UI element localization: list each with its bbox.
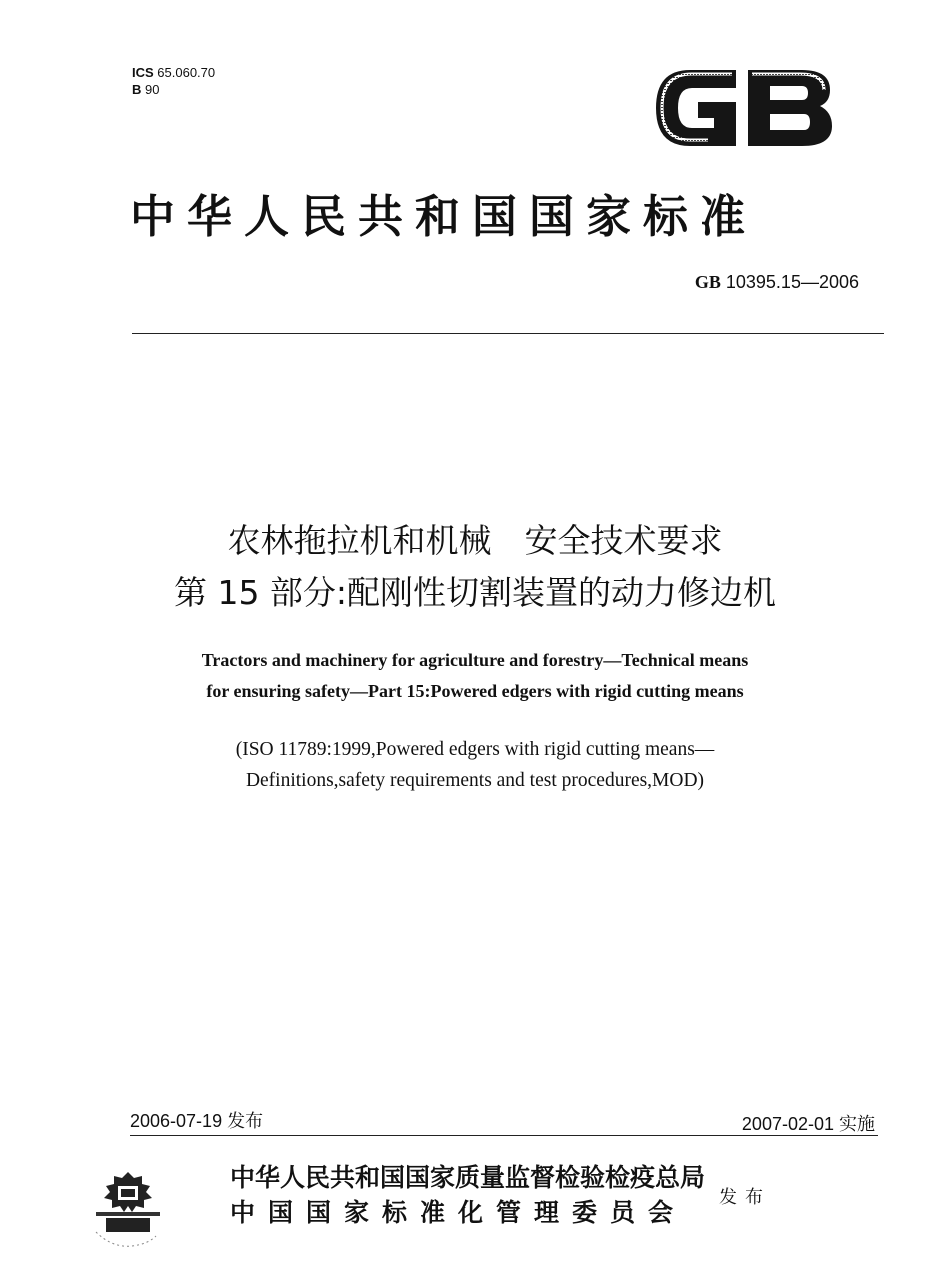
english-title-line-2: for ensuring safety—Part 15:Powered edgers with rigid cutting means [206,681,744,701]
implementation-date: 2007-02-01 实施 [741,1114,875,1134]
issuer-sac: 中国国家标准化管理委员会 [230,1198,687,1227]
standard-code: 10395.15—2006 [725,272,859,292]
ics-line: ICS 65.060.70 [132,65,216,80]
anti-counterfeit-seal [92,1168,164,1250]
chinese-title-line-2: 第 15 部分:配刚性切割装置的动力修边机 [173,573,777,612]
gb-logo [652,62,834,154]
chinese-title-line-1: 农林拖拉机和机械 安全技术要求 [227,521,723,560]
seal-text: 警品防伪 [92,1168,96,1169]
ccs-line: B 90 [132,82,160,97]
standard-number [695,272,859,293]
english-title-line-1: Tractors and machinery for agriculture and forestry—Technical means [201,650,749,670]
classification-codes [132,64,215,98]
national-standard-header: 中华人民共和国国家标准 [130,190,758,243]
issuer-aqsiq: 中华人民共和国国家质量监督检验检疫总局 [230,1163,706,1192]
publish-label: 发布 [719,1187,771,1208]
iso-equivalence-line-2: Definitions,safety requirements and test procedures,MOD) [245,770,705,791]
header-divider [132,333,884,334]
standard-prefix: GB [694,272,721,292]
iso-equivalence-line-1: (ISO 11789:1999,Powered edgers with rigid cutting means— [235,739,715,760]
gb-logo-text: GB [652,62,654,63]
footer-divider [130,1135,878,1136]
issue-date: 2006-07-19 发布 [130,1111,264,1131]
